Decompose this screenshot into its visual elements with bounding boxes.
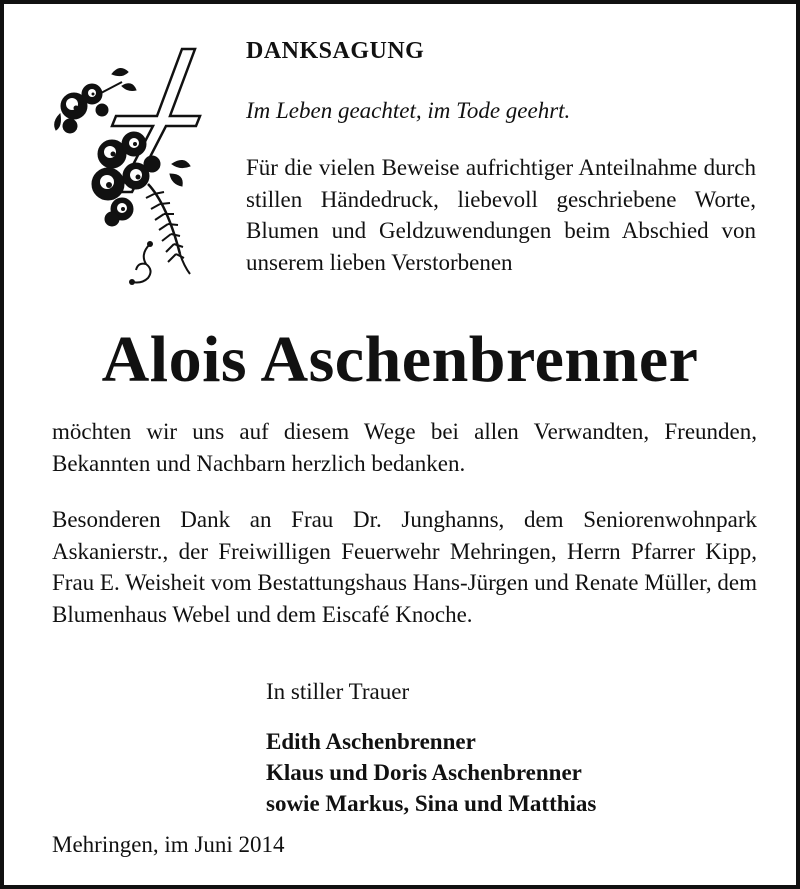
- closing-line: In stiller Trauer: [266, 679, 410, 704]
- special-thanks-text: Besonderen Dank an Frau Dr. Junghanns, dem Seniorenwohnpark Askanierstr., der Freiwilligen Feuerwehr Mehringen, Herrn Pfarrer Kipp, Frau E. Weisheit vom Bestattungshaus Hans-Jürgen und Renate Müller, dem Blumenhaus Webel und dem Eiscafé Knoche.: [52, 507, 757, 627]
- cross-with-roses-icon: [52, 44, 212, 289]
- notice-heading: DANKSAGUNG: [246, 38, 425, 64]
- deceased-name: Alois Aschenbrenner: [101, 323, 699, 396]
- signer: Edith Aschenbrenner: [266, 729, 476, 754]
- motto: Im Leben geachtet, im Tode geehrt.: [246, 98, 571, 123]
- signer: Klaus und Doris Aschenbrenner: [266, 760, 582, 785]
- thanks-text: möchten wir uns auf diesem Wege bei allen Verwandten, Freunden, Bekannten und Nachbarn herzlich bedanken.: [52, 419, 757, 476]
- signers-list: [266, 726, 596, 819]
- intro-text: Für die vielen Beweise aufrichtiger Anteilnahme durch stillen Händedruck, liebevoll geschriebene Worte, Blumen und Geldzuwendungen beim Abschied von unserem lieben Verstorbenen: [246, 155, 756, 275]
- place-date: Mehringen, im Juni 2014: [52, 832, 285, 857]
- signer: sowie Markus, Sina und Matthias: [266, 791, 597, 816]
